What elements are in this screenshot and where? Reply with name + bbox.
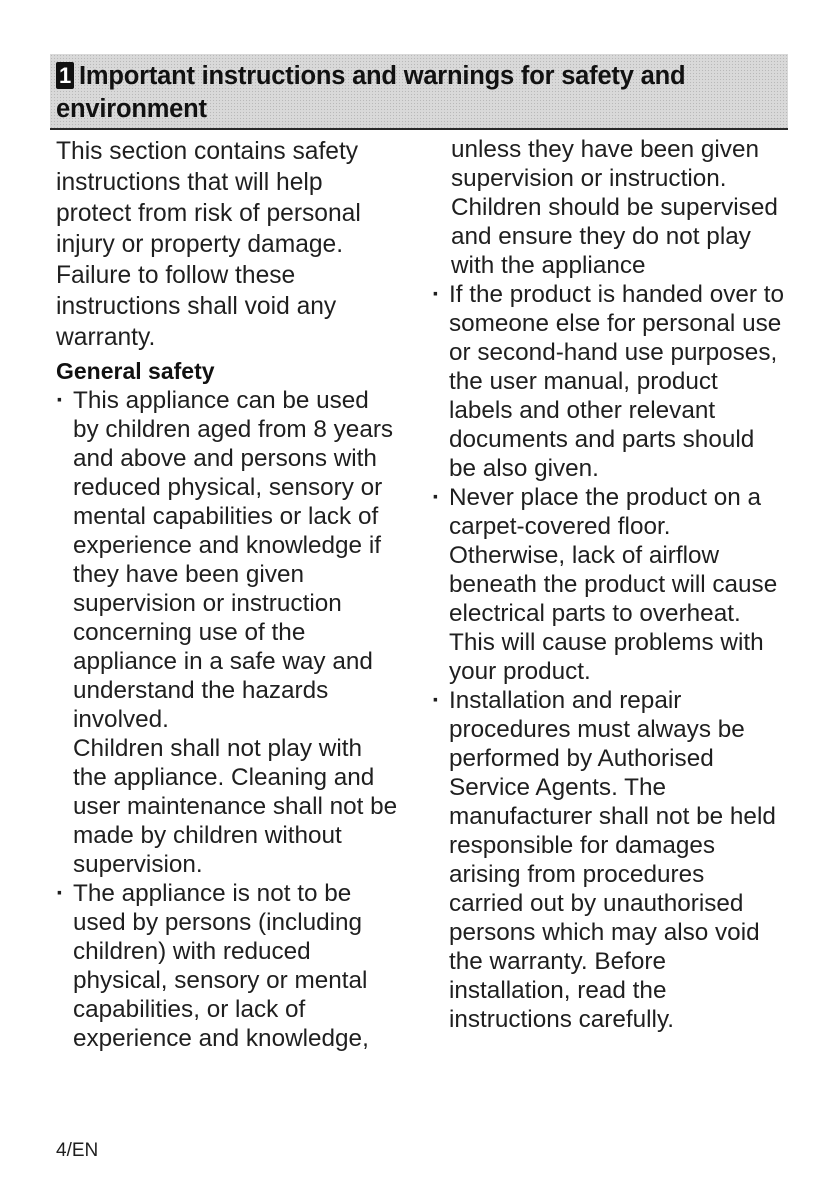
- intro-paragraph: This section contains safety instructions that will help protect from risk of personal injury or property damage. Failure to follow these instructions shall void any warranty.: [56, 138, 361, 351]
- bullet-text: · Never place the product on a carpet-covered floor. Otherwise, lack of airflow beneath the product will cause electrical parts to overheat. This will cause problems with your product.: [449, 484, 778, 685]
- bullet-text: · This appliance can be used by children aged from 8 years and above and persons with reduced physical, sensory or mental capabilities or lack of experience and knowledge if they have been given supervision or instruction concerning use of the appliance in a safe way and understand the hazards involved.: [73, 387, 394, 733]
- bullet-text: · The appliance is not to be used by persons (including children) with reduced physical, sensory or mental capabilities, or lack of experience and knowledge,: [73, 880, 369, 1052]
- safety-bullet-list-continued: [432, 280, 784, 1034]
- general-safety-heading: General safety: [56, 358, 215, 384]
- bullet-item: [432, 483, 784, 686]
- bullet-text: · If the product is handed over to someone else for personal use or second-hand use purposes, the user manual, product labels and other relevant documents and parts should be also given.: [449, 281, 784, 482]
- bullet-item: [56, 386, 401, 879]
- bullet-extra-text: Children shall not play with the appliance. Cleaning and user maintenance shall not be made by children without supervision.: [73, 735, 398, 878]
- bullet-item: [432, 280, 784, 483]
- section-title: [56, 60, 756, 126]
- chapter-number-badge: 1: [56, 62, 74, 89]
- section-title-text: Important instructions and warnings for safety and environment: [56, 62, 686, 123]
- bullet-item: [56, 879, 401, 1053]
- bullet-item: [432, 686, 784, 1034]
- right-column: [432, 135, 784, 1034]
- section-header: [50, 54, 788, 130]
- left-column: [56, 136, 401, 1053]
- continued-text: unless they have been given supervision or instruction. Children should be supervised and ensure they do not play with the appliance: [451, 136, 778, 279]
- bullet-text: · Installation and repair procedures must always be performed by Authorised Service Agents. The manufacturer shall not be held responsible for damages arising from procedures carried out by unauthorised persons which may also void the warranty. Before installation, read the instructions carefully.: [449, 687, 776, 1033]
- page-number: 4/EN: [56, 1140, 99, 1161]
- safety-bullet-list: [56, 386, 401, 1053]
